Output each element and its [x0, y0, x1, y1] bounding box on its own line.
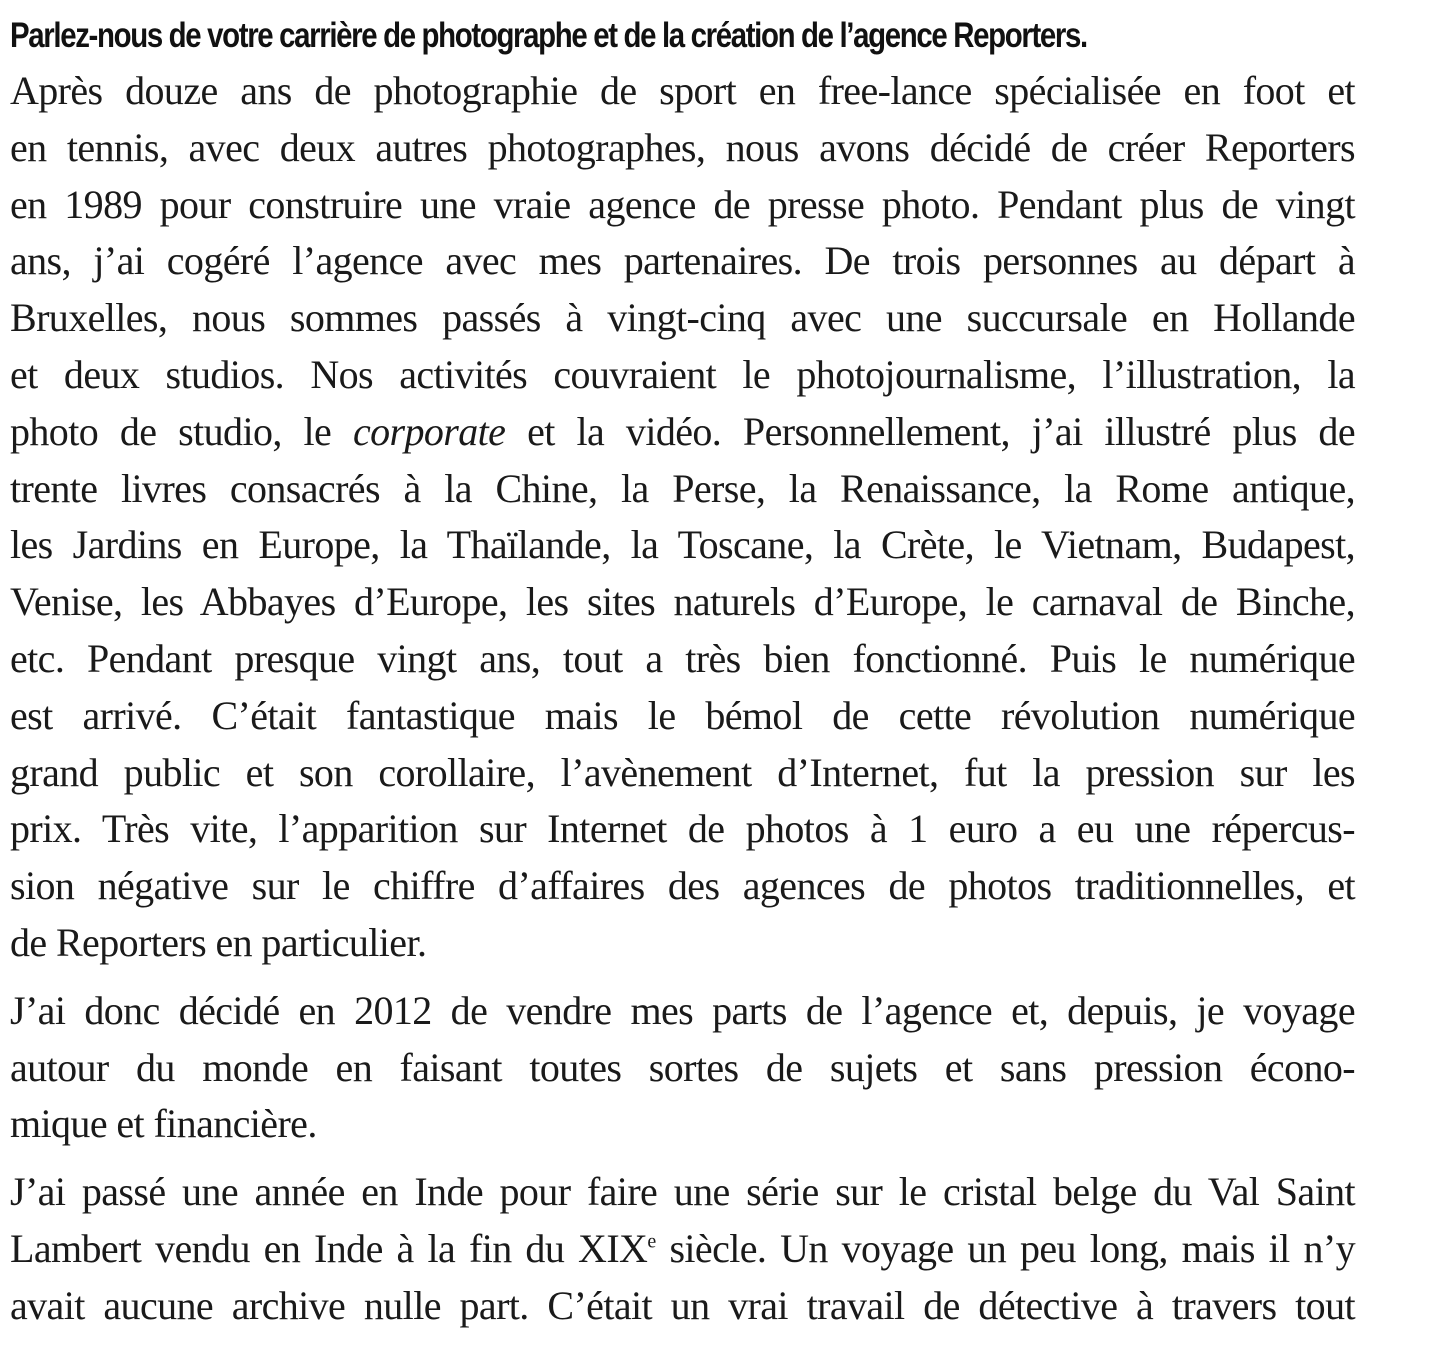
paragraph-decision: [10, 983, 1355, 1153]
text-line: Après douze ans de photographie de sport en free-lance spécialisée en foot et: [10, 68, 1355, 113]
text-segment: et la vidéo. Personnellement, j’ai illustré plus de: [505, 408, 1355, 454]
paragraph-india: [10, 1164, 1355, 1334]
text-line: J’ai passé une année en Inde pour faire une série sur le cristal belge du Val Saint: [10, 1169, 1355, 1215]
text-segment: photo de studio, le: [10, 408, 353, 454]
text-line: ans, j’ai cogéré l’agence avec mes partenaires. De trois personnes au départ à: [10, 238, 1355, 284]
text-line-last: de Reporters en particulier.: [10, 919, 427, 965]
text-line: J’ai donc décidé en 2012 de vendre mes parts de l’agence et, depuis, je voyage: [10, 987, 1355, 1033]
text-line: est arrivé. C’était fantastique mais le bémol de cette révolution numérique: [10, 692, 1355, 738]
text-line: avait aucune archive nulle part. C’était un vrai travail de détective à travers tout: [10, 1282, 1355, 1328]
text-segment: Lambert vendu en Inde à la fin du XIX: [10, 1225, 648, 1271]
text-line: autour du monde en faisant toutes sortes de sujets et sans pression écono-: [10, 1044, 1355, 1090]
text-line: grand public et son corollaire, l’avènement d’Internet, fut la pression sur les: [10, 749, 1355, 795]
article: [10, 14, 1355, 1335]
text-line: sion négative sur le chiffre d’affaires des agences de photos traditionnelles, et: [10, 863, 1355, 909]
text-line: les Jardins en Europe, la Thaïlande, la Toscane, la Crète, le Vietnam, Budapest,: [10, 522, 1355, 568]
text-line: prix. Très vite, l’apparition sur Internet de photos à 1 euro a eu une répercus-: [10, 806, 1355, 852]
paragraph-career: [10, 63, 1355, 972]
interview-question: Parlez-nous de votre carrière de photographe et de la création de l’agence Reporters.: [10, 16, 1087, 55]
text-line: en tennis, avec deux autres photographes, nous avons décidé de créer Reporters: [10, 124, 1355, 170]
text-line: Venise, les Abbayes d’Europe, les sites naturels d’Europe, le carnaval de Binche,: [10, 579, 1355, 625]
text-line: Bruxelles, nous sommes passés à vingt-cinq avec une succursale en Hollande: [10, 295, 1355, 341]
italic-term: corporate: [352, 408, 506, 454]
text-line: etc. Pendant presque vingt ans, tout a très bien fonctionné. Puis le numérique: [10, 635, 1355, 681]
text-line: [10, 404, 1355, 461]
text-line: trente livres consacrés à la Chine, la Perse, la Renaissance, la Rome antique,: [10, 465, 1355, 511]
text-line-last: mique et financière.: [10, 1101, 317, 1147]
text-line: [10, 1221, 1355, 1278]
text-line: en 1989 pour construire une vraie agence de presse photo. Pendant plus de vingt: [10, 181, 1355, 227]
superscript: e: [647, 1230, 656, 1253]
text-line: et deux studios. Nos activités couvraient le photojournalisme, l’illustration, la: [10, 351, 1355, 397]
text-segment: siècle. Un voyage un peu long, mais il n’y: [655, 1225, 1355, 1271]
